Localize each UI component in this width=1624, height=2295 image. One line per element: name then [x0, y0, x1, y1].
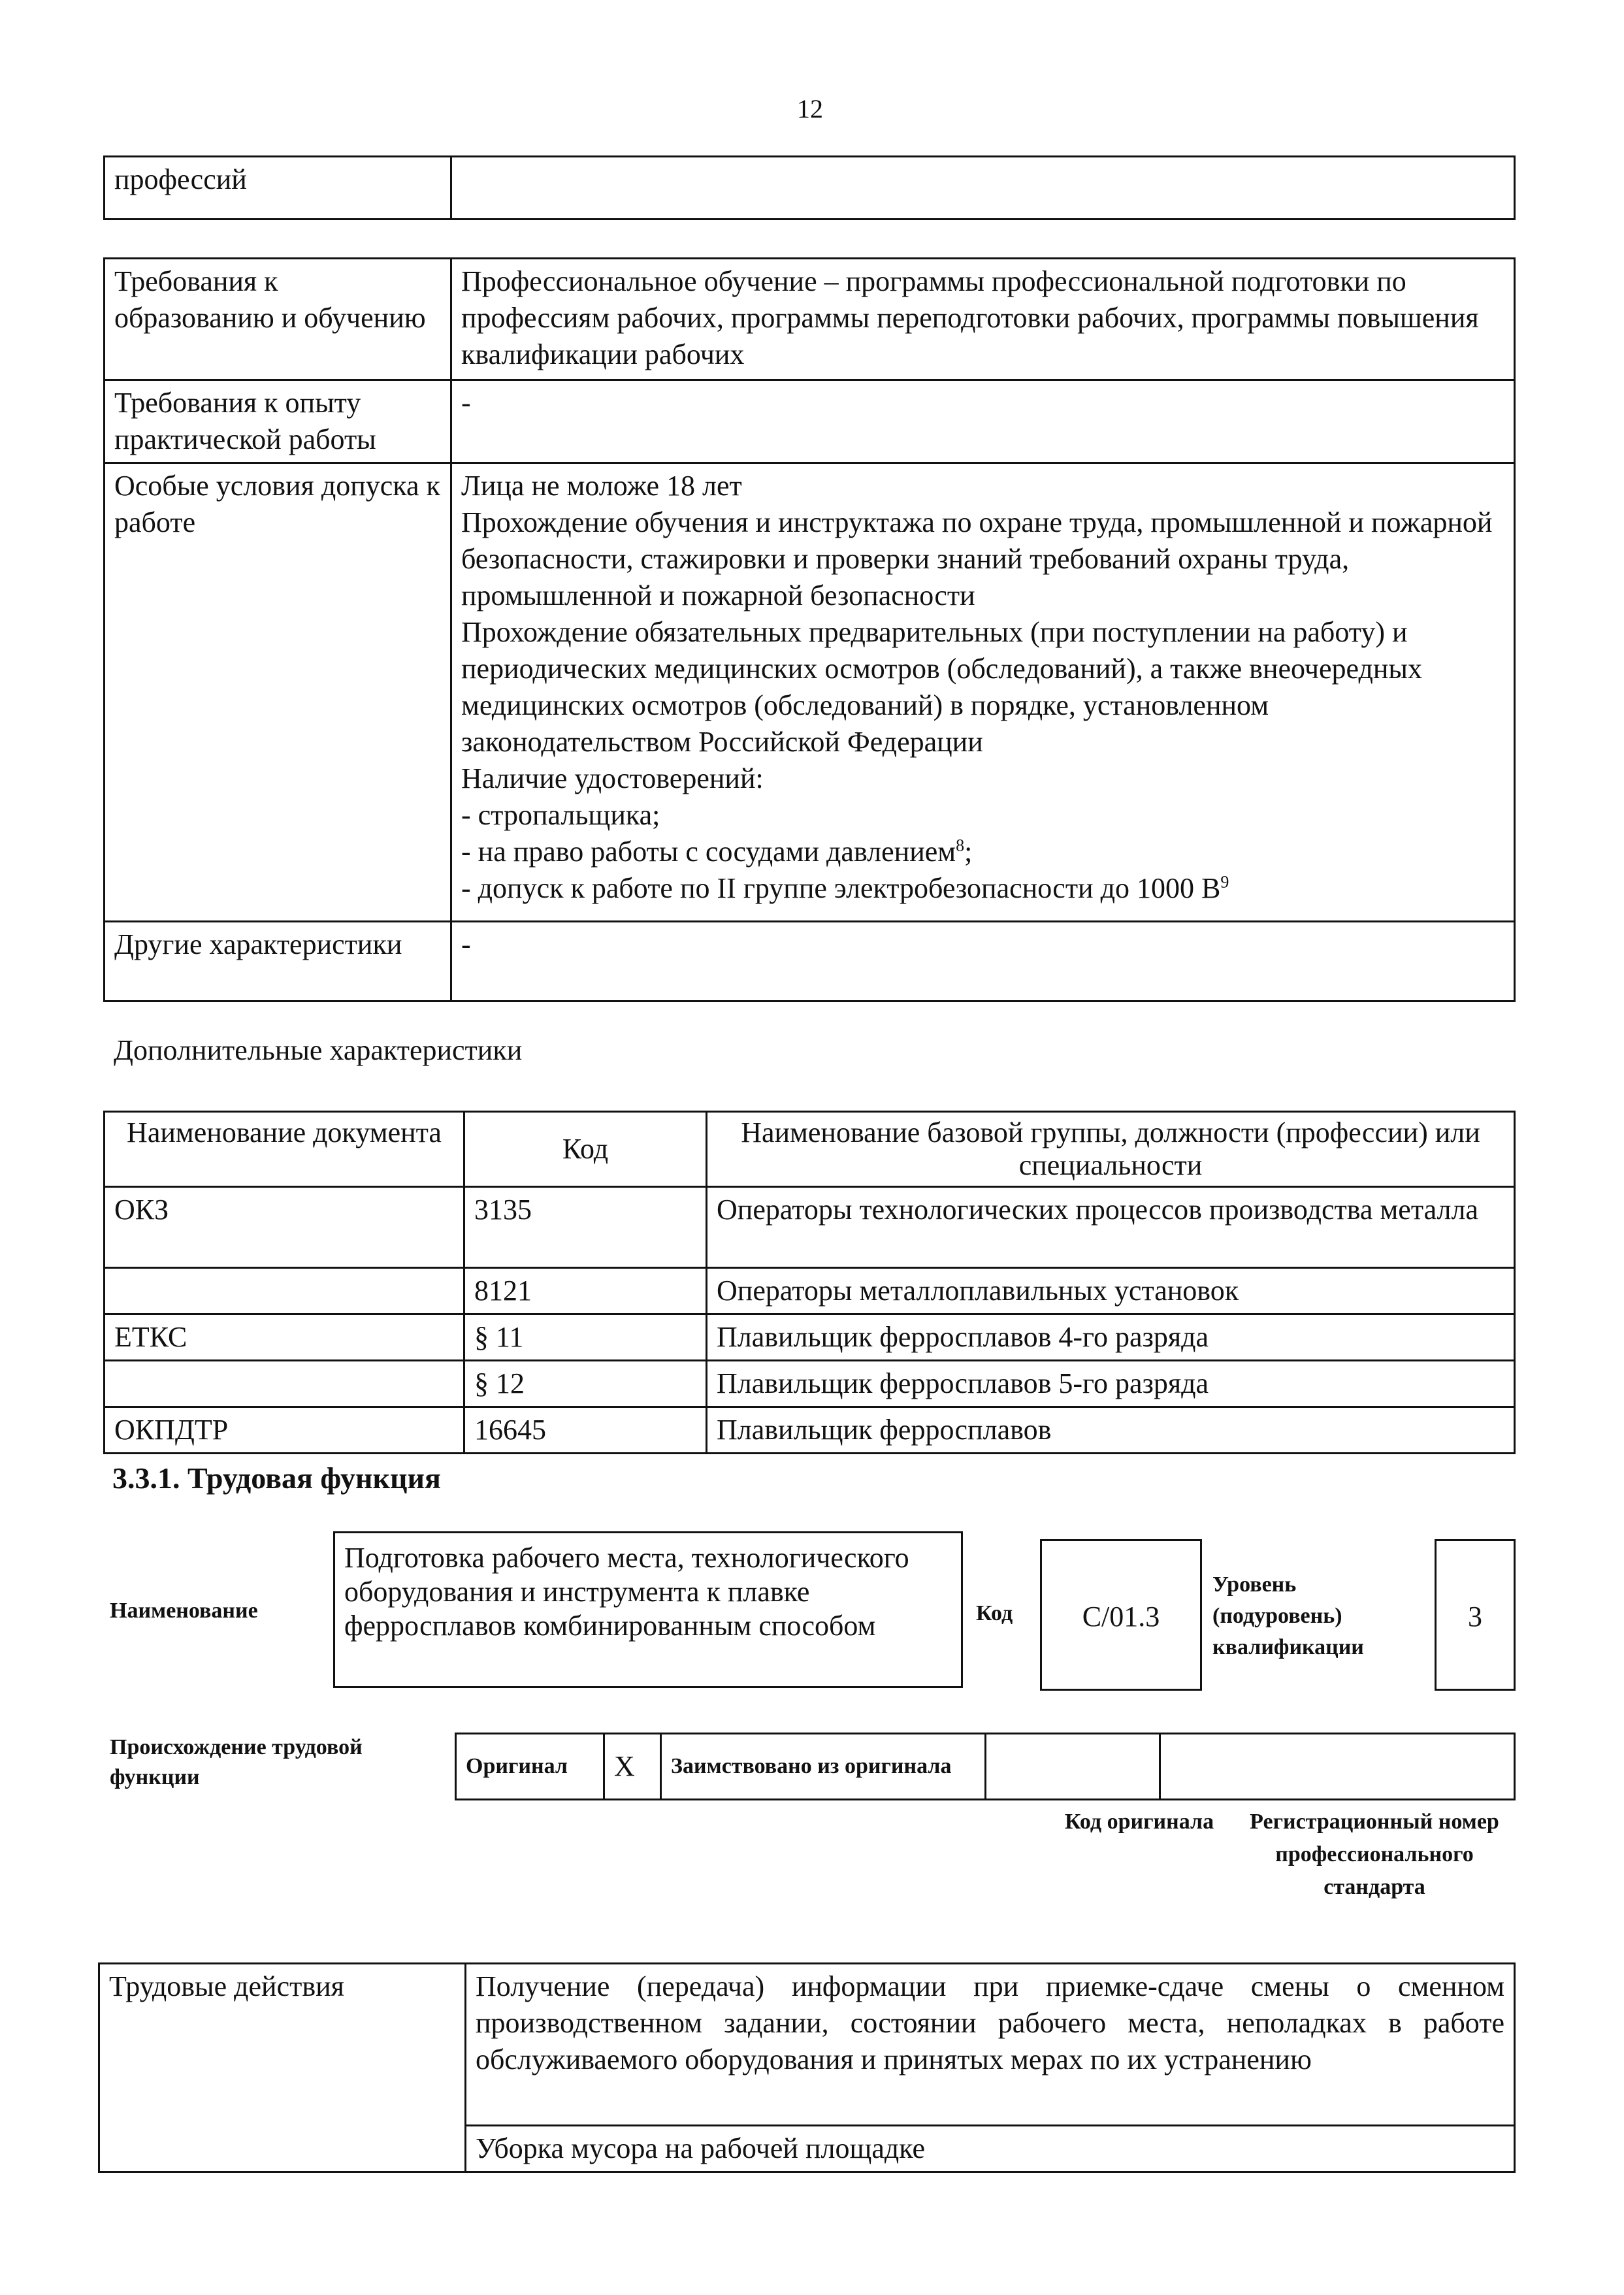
cell-code: § 12 [464, 1361, 707, 1407]
table-row [105, 922, 1515, 1001]
name-label: Наименование [110, 1599, 258, 1623]
origin-table [455, 1733, 1516, 1800]
cell-name: Плавильщик ферросплавов 4-го разряда [707, 1314, 1515, 1361]
original-code-cell [986, 1734, 1160, 1800]
cell-doc [105, 1361, 464, 1407]
code-label: Код [976, 1601, 1013, 1625]
condition-line: - на право работы с сосудами давлением$^8$; [461, 836, 973, 868]
continuation-label: профессий [105, 157, 451, 220]
cell-name: Операторы технологических процессов производства металла [707, 1187, 1515, 1268]
function-code-box: C/01.3 [1040, 1539, 1202, 1691]
cell-doc: ОКПДТР [105, 1407, 464, 1454]
cell-doc: ЕТКС [105, 1314, 464, 1361]
actions-label: Трудовые действия [99, 1964, 466, 2172]
cell-code: 3135 [464, 1187, 707, 1268]
condition-line: - допуск к работе по II группе электробезопасности до 1000 $В^9$ [461, 872, 1229, 904]
cell-doc [105, 1268, 464, 1314]
condition-line: Лица не моложе 18 лет [461, 470, 742, 502]
row-label: Особые условия допуска к работе [105, 463, 451, 922]
footnote-ref: 8 [956, 836, 965, 855]
cell-name: Операторы металлоплавильных установок [707, 1268, 1515, 1314]
header-name: Наименование базовой группы, должности (профессии) или специальности [707, 1112, 1515, 1187]
continuation-value [451, 157, 1515, 220]
header-code: Код [464, 1112, 707, 1187]
registration-caption: Регистрационный номер профессионального стандарта [1250, 1810, 1499, 1899]
table-row [105, 1407, 1515, 1454]
cell-doc: ОКЗ [105, 1187, 464, 1268]
section-title: Дополнительные характеристики [114, 1034, 523, 1066]
continuation-table [103, 155, 1516, 220]
additional-table [103, 1111, 1516, 1454]
header-doc: Наименование документа [105, 1112, 464, 1187]
condition-line: Прохождение обучения и инструктажа по охране труда, промышленной и пожарной безопасности, стажировки и проверки знаний требований охраны труда, промышленной и пожарной безопасности [461, 506, 1493, 611]
cell-name: Плавильщик ферросплавов 5-го разряда [707, 1361, 1515, 1407]
row-label: Требования к образованию и обучению [105, 259, 451, 380]
page-number: 12 [797, 94, 823, 123]
row-label: Другие характеристики [105, 922, 451, 1001]
code-caption: Код оригинала [1064, 1810, 1214, 1834]
table-row [105, 463, 1515, 922]
level-label: Уровень (подуровень) квалификации [1212, 1572, 1364, 1659]
table-row [105, 1314, 1515, 1361]
table-row [105, 1361, 1515, 1407]
function-heading: 3.3.1. Трудовая функция [112, 1461, 441, 1495]
cell-name: Плавильщик ферросплавов [707, 1407, 1515, 1454]
row-value [451, 463, 1515, 922]
condition-line: - стропальщика; [461, 799, 660, 831]
registration-number-cell [1160, 1734, 1515, 1800]
table-row [105, 259, 1515, 380]
level-value-box: 3 [1435, 1539, 1516, 1691]
table-row [105, 1187, 1515, 1268]
actions-table [98, 1962, 1516, 2173]
cell-code: § 11 [464, 1314, 707, 1361]
table-row [105, 1268, 1515, 1314]
row-value: Профессиональное обучение – программы профессиональной подготовки по профессиям рабочих, программы переподготовки рабочих, программы повышения квалификации рабочих [451, 259, 1515, 380]
function-name-box: Подготовка рабочего места, технологического оборудования и инструмента к плавке ферросплавов комбинированным способом [333, 1531, 963, 1688]
cell-code: 8121 [464, 1268, 707, 1314]
condition-line: Наличие удостоверений: [461, 762, 764, 794]
requirements-table [103, 257, 1516, 1002]
table-row [99, 1964, 1515, 2126]
cell-code: 16645 [464, 1407, 707, 1454]
borrowed-cell: Заимствовано из оригинала [661, 1734, 986, 1800]
row-label: Требования к опыту практической работы [105, 380, 451, 463]
row-value: - [451, 922, 1515, 1001]
action-item: Получение (передача) информации при приемке-сдаче смены о сменном производственном задании, состоянии рабочего места, неполадках в работе обслуживаемого оборудования и принятых мерах по их устранению [466, 1964, 1515, 2126]
row-value: - [451, 380, 1515, 463]
original-cell: Оригинал [456, 1734, 604, 1800]
origin-label: Происхождение трудовой функции [110, 1735, 363, 1789]
table-header-row [105, 1112, 1515, 1187]
original-mark: X [604, 1734, 661, 1800]
action-item: Уборка мусора на рабочей площадке [466, 2126, 1515, 2172]
footnote-ref: 9 [1220, 872, 1229, 892]
condition-line: Прохождение обязательных предварительных (при поступлении на работу) и периодических медицинских осмотров (обследований), а также внеочередных медицинских осмотров (обследований) в порядке, установленном законодательством Российской Федерации [461, 616, 1422, 758]
table-row [105, 380, 1515, 463]
